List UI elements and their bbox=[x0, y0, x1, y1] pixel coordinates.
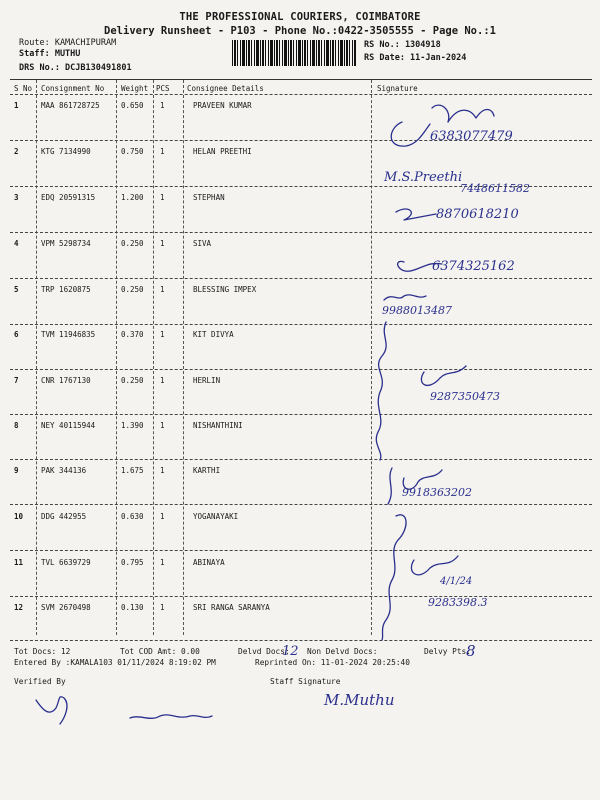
staff-signature-ink: M.Muthu bbox=[324, 691, 395, 709]
row-sno: 9 bbox=[14, 466, 19, 475]
staff-label: Staff: MUTHU bbox=[19, 49, 81, 59]
row-pcs: 1 bbox=[160, 239, 165, 248]
row-consignment: VPM 5298734 bbox=[41, 239, 91, 248]
row-divider bbox=[10, 232, 592, 233]
row-sno: 1 bbox=[14, 101, 19, 110]
row-pcs: 1 bbox=[160, 330, 165, 339]
row-divider bbox=[10, 369, 592, 370]
runsheet-title: Delivery Runsheet - P103 - Phone No.:0422-3505555 - Page No.:1 bbox=[104, 25, 496, 37]
table-row bbox=[0, 603, 600, 649]
row-weight: 0.370 bbox=[121, 330, 144, 339]
handwritten-phone: 8870618210 bbox=[436, 207, 519, 222]
table-row bbox=[0, 512, 600, 558]
row-sno: 3 bbox=[14, 193, 19, 202]
row-consignee: STEPHAN bbox=[193, 193, 225, 202]
row-sno: 12 bbox=[14, 603, 24, 612]
row-pcs: 1 bbox=[160, 558, 165, 567]
row-consignee: KIT DIVYA bbox=[193, 330, 234, 339]
row-pcs: 1 bbox=[160, 603, 165, 612]
handwritten-delvy-pts: 8 bbox=[466, 642, 476, 660]
row-sno: 7 bbox=[14, 376, 19, 385]
row-consignment: TVL 6639729 bbox=[41, 558, 91, 567]
row-sno: 6 bbox=[14, 330, 19, 339]
row-consignment: DDG 442955 bbox=[41, 512, 87, 521]
col-header-pcs: PCS bbox=[156, 84, 170, 93]
handwritten-phone: 6383077479 bbox=[430, 129, 513, 144]
row-weight: 0.130 bbox=[121, 603, 144, 612]
col-header-signature: Signature bbox=[377, 84, 418, 93]
row-pcs: 1 bbox=[160, 193, 165, 202]
table-row bbox=[0, 466, 600, 512]
handwritten-phone: 9918363202 bbox=[402, 486, 472, 499]
row-pcs: 1 bbox=[160, 285, 165, 294]
row-divider bbox=[10, 324, 592, 325]
row-consignee: PRAVEEN KUMAR bbox=[193, 101, 252, 110]
row-pcs: 1 bbox=[160, 466, 165, 475]
handwritten-phone: 9287350473 bbox=[430, 390, 500, 403]
row-sno: 5 bbox=[14, 285, 19, 294]
row-consignment: CNR 1767130 bbox=[41, 376, 91, 385]
row-sno: 8 bbox=[14, 421, 19, 430]
row-consignee: NISHANTHINI bbox=[193, 421, 243, 430]
handwritten-phone: 9283398.3 bbox=[428, 596, 488, 609]
row-weight: 0.630 bbox=[121, 512, 144, 521]
row-weight: 0.795 bbox=[121, 558, 144, 567]
row-weight: 0.750 bbox=[121, 147, 144, 156]
table-bottom-border bbox=[10, 640, 592, 641]
handwritten-phone: 6374325162 bbox=[432, 259, 515, 274]
row-consignee: BLESSING IMPEX bbox=[193, 285, 257, 294]
row-weight: 1.390 bbox=[121, 421, 144, 430]
row-consignee: KARTHI bbox=[193, 466, 221, 475]
row-consignee: SRI RANGA SARANYA bbox=[193, 603, 270, 612]
staff-signature-label: Staff Signature bbox=[270, 677, 341, 686]
row-sno: 2 bbox=[14, 147, 19, 156]
row-sno: 11 bbox=[14, 558, 24, 567]
row-consignment: SVM 2670498 bbox=[41, 603, 91, 612]
delvy-pts-label: Delvy Pts: bbox=[424, 647, 471, 656]
row-consignment: EDQ 20591315 bbox=[41, 193, 96, 202]
col-header-weight: Weight bbox=[121, 84, 149, 93]
table-header-divider bbox=[10, 94, 592, 95]
row-weight: 0.250 bbox=[121, 285, 144, 294]
verified-by-signature bbox=[36, 697, 67, 724]
row-divider bbox=[10, 186, 592, 187]
table-row bbox=[0, 558, 600, 604]
row-consignee: YOGANAYAKI bbox=[193, 512, 239, 521]
table-row bbox=[0, 421, 600, 467]
row-sno: 4 bbox=[14, 239, 19, 248]
row-weight: 0.650 bbox=[121, 101, 144, 110]
handwritten-delvd-docs: 12 bbox=[282, 644, 299, 659]
delvd-docs-label: Delvd Docs: bbox=[238, 647, 290, 656]
row-divider bbox=[10, 140, 592, 141]
row-consignment: PAK 344136 bbox=[41, 466, 87, 475]
row-consignee: SIVA bbox=[193, 239, 212, 248]
row-pcs: 1 bbox=[160, 147, 165, 156]
row-pcs: 1 bbox=[160, 101, 165, 110]
table-row bbox=[0, 376, 600, 422]
row-divider bbox=[10, 414, 592, 415]
row-weight: 1.675 bbox=[121, 466, 144, 475]
reprinted-on: Reprinted On: 11-01-2024 20:25:40 bbox=[255, 658, 410, 667]
handwritten-phone: 7448611582 bbox=[460, 182, 530, 195]
row-consignment: TRP 1620875 bbox=[41, 285, 91, 294]
verified-by-label: Verified By bbox=[14, 677, 66, 686]
row-weight: 0.250 bbox=[121, 376, 144, 385]
row-divider bbox=[10, 278, 592, 279]
col-header-sno: S No bbox=[14, 84, 33, 93]
row-divider bbox=[10, 596, 592, 597]
rs-number: RS No.: 1304918 bbox=[364, 40, 441, 50]
non-delvd-docs-label: Non Delvd Docs: bbox=[307, 647, 378, 656]
route-label: Route: KAMACHIPURAM bbox=[19, 38, 117, 48]
row-pcs: 1 bbox=[160, 376, 165, 385]
col-header-consignment: Consignment No bbox=[41, 84, 105, 93]
row-pcs: 1 bbox=[160, 421, 165, 430]
row-weight: 0.250 bbox=[121, 239, 144, 248]
row-divider bbox=[10, 550, 592, 551]
verified-by-signature bbox=[130, 715, 212, 718]
drs-number: DRS No.: DCJB130491801 bbox=[19, 63, 132, 73]
handwritten-date: 4/1/24 bbox=[440, 576, 473, 587]
tot-cod-amt: Tot COD Amt: 0.00 bbox=[120, 647, 200, 656]
row-divider bbox=[10, 504, 592, 505]
row-consignment: MAA 861728725 bbox=[41, 101, 100, 110]
handwritten-name: M.S.Preethi bbox=[384, 170, 463, 185]
row-consignment: KTG 7134990 bbox=[41, 147, 91, 156]
row-consignee: HERLIN bbox=[193, 376, 221, 385]
entered-by: Entered By :KAMALA103 01/11/2024 8:19:02 PM bbox=[14, 658, 216, 667]
tot-docs: Tot Docs: 12 bbox=[14, 647, 71, 656]
company-title: THE PROFESSIONAL COURIERS, COIMBATORE bbox=[179, 11, 421, 23]
row-consignee: ABINAYA bbox=[193, 558, 225, 567]
row-pcs: 1 bbox=[160, 512, 165, 521]
table-top-border bbox=[10, 79, 592, 80]
row-consignment: TVM 11946835 bbox=[41, 330, 96, 339]
row-sno: 10 bbox=[14, 512, 24, 521]
row-divider bbox=[10, 459, 592, 460]
row-consignee: HELAN PREETHI bbox=[193, 147, 252, 156]
handwritten-phone: 9988013487 bbox=[382, 304, 452, 317]
barcode bbox=[232, 40, 356, 66]
rs-date: RS Date: 11-Jan-2024 bbox=[364, 53, 467, 63]
row-weight: 1.200 bbox=[121, 193, 144, 202]
row-consignment: NEY 40115944 bbox=[41, 421, 96, 430]
col-header-consignee: Consignee Details bbox=[187, 84, 264, 93]
